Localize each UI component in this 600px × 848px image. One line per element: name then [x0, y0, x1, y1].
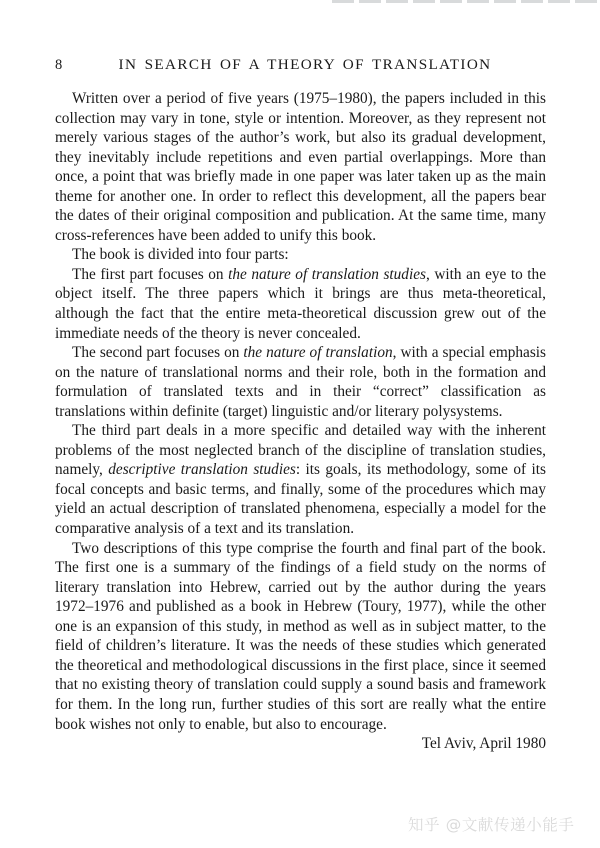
paragraph: The first part focuses on the nature of translation studies, with an eye to the object itself. The three papers which it brings are thus meta-theoretical, although the fact that the entire meta-theoretical discussion grew out of the immediate needs of the theory is never concealed.: [55, 265, 546, 342]
paragraph: The book is divided into four parts:: [72, 246, 289, 264]
running-head: [55, 55, 545, 77]
running-head-title: IN SEARCH OF A THEORY OF TRANSLATION: [118, 56, 492, 73]
paragraph: The second part focuses on the nature of translation, with a special emphasis on the nature of translational norms and their role, both in the formation and formulation of translated texts and in their “correct” classification as translations within definite (target) linguistic and/or literary polysystems.: [55, 344, 546, 420]
signature-line: Tel Aviv, April 1980: [421, 735, 546, 753]
watermark: 知乎 @文献传递小能手: [408, 816, 575, 834]
page-number: 8: [55, 57, 63, 73]
paragraph: The third part deals in a more specific and detailed way with the inherent problems of the most neglected branch of the discipline of translation studies, namely, descriptive translation studies: its goals, its methodology, some of its focal concepts and basic terms, and finally, some of the procedures which may yield an actual description of translated phenomena, especially a model for the comparative analysis of a text and its translation.: [55, 422, 546, 538]
scan-edge-artifact: [332, 0, 600, 3]
paragraph: Written over a period of five years (1975–1980), the papers included in this collection may vary in tone, style or intention. Moreover, as they represent not merely various stages of the author’s work, but also its gradual development, they inevitably include repetitions and even partial overlappings. More than once, a point that was briefly made in one paper was later taken up as the main theme for another one. In order to reflect this development, all the papers bear the dates of their original composition and publication. At the same time, many cross-references have been added to unify this book.: [55, 90, 546, 244]
body-text: [55, 89, 546, 754]
paragraph: Two descriptions of this type comprise the fourth and final part of the book. The first one is a summary of the findings of a field study on the norms of literary translation into Hebrew, carried out by the author during the years 1972–1976 and published as a book in Hebrew (Toury, 1977), while the other one is an expansion of this study, in method as well as in subject matter, to the field of children’s literature. It was the needs of these studies which generated the theoretical and methodological discussions in the first place, since it seemed that no existing theory of translation could supply a sound basis and framework for them. In the long run, further studies of this sort are really what the entire book wishes not only to enable, but also to encourage.: [55, 539, 546, 733]
